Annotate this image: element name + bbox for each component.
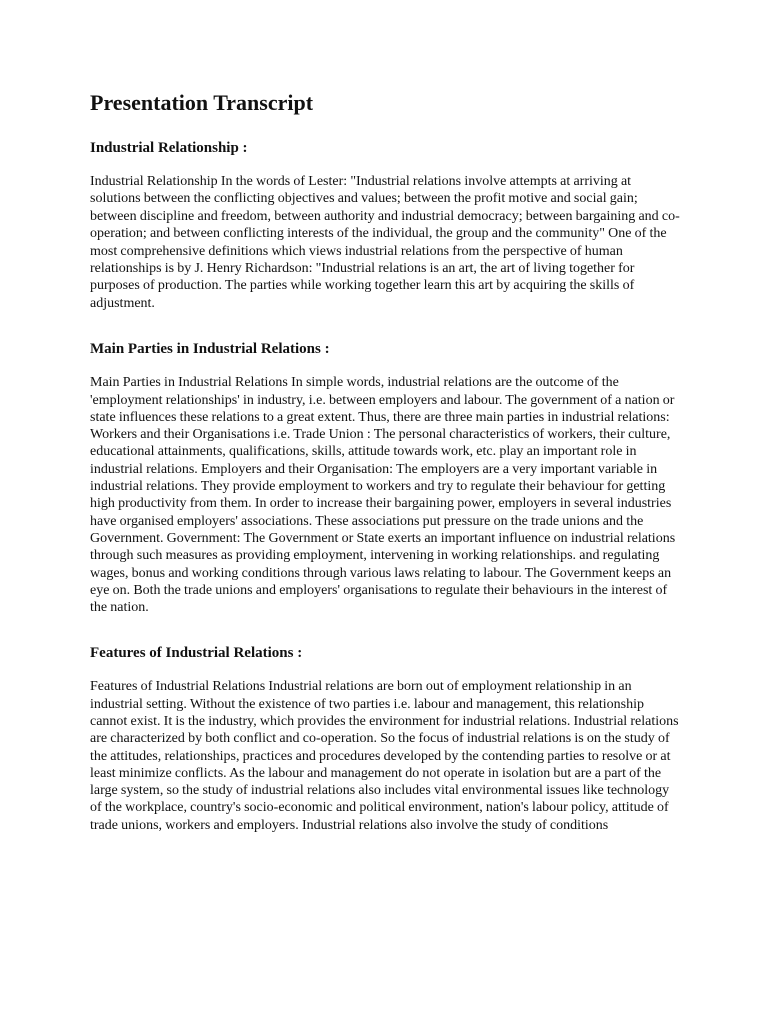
- section-industrial-relationship: [90, 138, 682, 312]
- section-body: Features of Industrial Relations Industrial relations are born out of employment relationship in an industrial setting. Without the existence of two parties i.e. labour and management, this relationship cannot exist. It is the industry, which provides the environment for industrial relations. Industrial relations are characterized by both conflict and co-operation. So the focus of industrial relations is on the study of the attitudes, relationships, practices and procedures developed by the contending parties to resolve or at least minimize conflicts. As the labour and management do not operate in isolation but are a part of the large system, so the study of industrial relations also includes vital environmental issues like technology of the workplace, country's socio-economic and political environment, nation's labour policy, attitude of trade unions, workers and employers. Industrial relations also involve the study of conditions: [90, 679, 679, 833]
- section-features: [90, 643, 682, 834]
- section-heading: Features of Industrial Relations :: [90, 645, 303, 662]
- section-heading: Main Parties in Industrial Relations :: [90, 341, 330, 358]
- transcript-page: [90, 88, 682, 861]
- page-title: Presentation Transcript: [90, 90, 314, 115]
- section-body: Main Parties in Industrial Relations In simple words, industrial relations are the outcome of the 'employment relationships' in industry, i.e. between employers and labour. The government of a nation or state influences these relations to a great extent. Thus, there are three main parties in industrial relations: Workers and their Organisations i.e. Trade Union : The personal characteristics of workers, their culture, educational attainments, qualifications, skills, attitude towards work, etc. play an important role in industrial relations. Employers and their Organisation: The employers are a very important variable in industrial relations. They provide employment to workers and try to regulate their behaviour for getting high productivity from them. In order to increase their bargaining power, employers in several industries have organised employers' associations. These associations put pressure on the trade unions and the Government. Government: The Government or State exerts an important influence on industrial relations through such measures as providing employment, intervening in working relationships. and regulating wages, bonus and working conditions through various laws relating to labour. The Government keeps an eye on. Both the trade unions and employers' organisations to regulate their behaviours in the interest of the nation.: [90, 375, 676, 616]
- section-body: Industrial Relationship In the words of Lester: "Industrial relations involve attempts at arriving at solutions between the conflicting objectives and values; between the profit motive and social gain; between discipline and freedom, between authority and industrial democracy; between bargaining and co-operation; and between conflicting interests of the individual, the group and the community" One of the most comprehensive definitions which views industrial relations from the perspective of human relationships is by J. Henry Richardson: "Industrial relations is an art, the art of living together for purposes of production. The parties while working together learn this art by acquiring the skills of adjustment.: [90, 174, 680, 311]
- section-main-parties: [90, 339, 682, 616]
- section-heading: Industrial Relationship :: [90, 140, 248, 156]
